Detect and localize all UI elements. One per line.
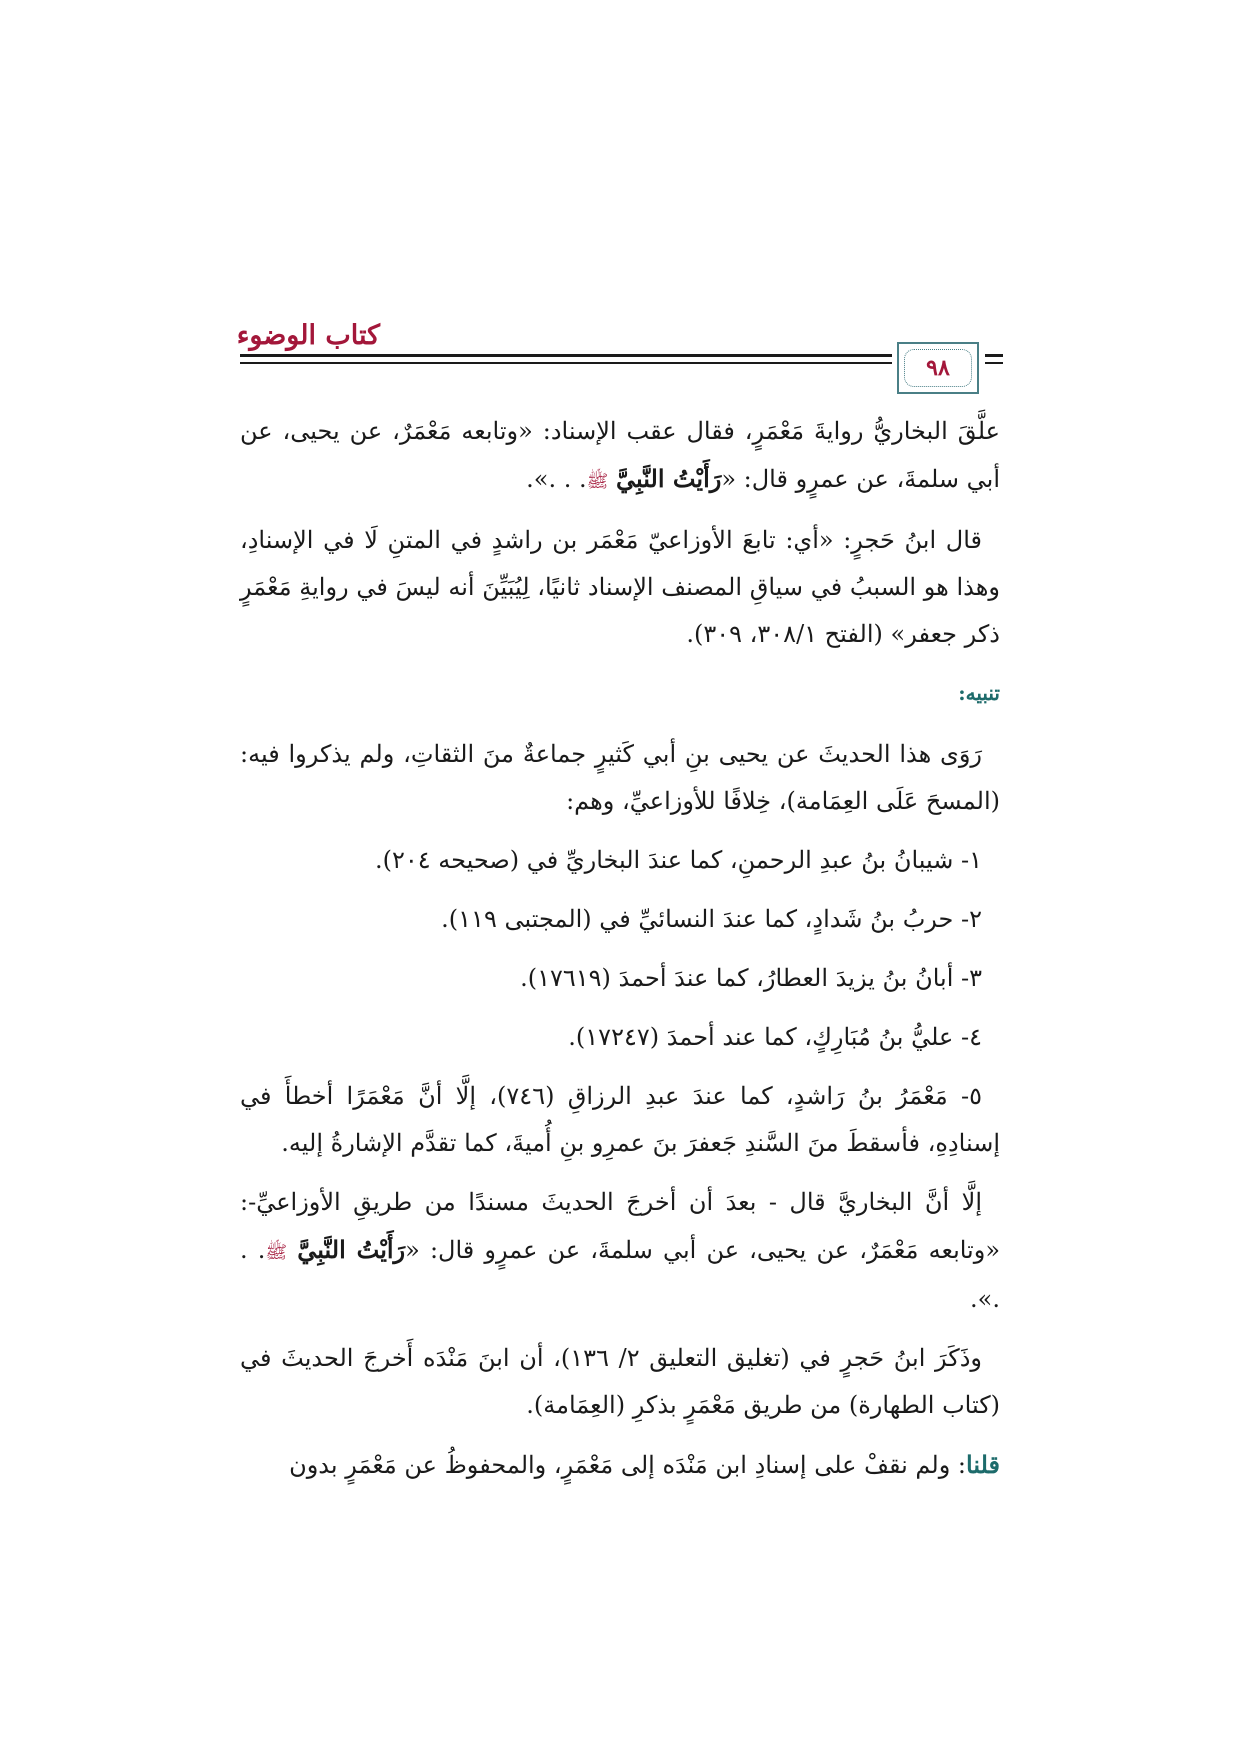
page-header [0,0,1240,400]
list-item: ٥- مَعْمَرُ بنُ رَاشدٍ، كما عندَ عبدِ الرزاقِ (٧٤٦)، إلَّا أنَّ مَعْمَرًا أخطأَ في إسنادِهِ، فأسقطَ منَ السَّندِ جَعفرَ بنَ عمرِو بنِ أُميةَ، كما تقدَّم الإشارةُ إليه. [240,1082,1000,1157]
page-number-box [897,342,979,394]
paragraph-end: . . .». [526,465,587,493]
header-rule-left-top [240,354,892,357]
hadith-quote: رَأَيْتُ النَّبِيَّ [297,1235,406,1264]
note-heading: تنبيه: [958,681,1000,705]
paragraph: رَوَى هذا الحديثَ عن يحيى بنِ أبي كَثيرٍ جماعةٌ منَ الثقاتِ، ولم يذكروا فيه: (المسحَ عَلَى العِمَامة)، خِلافًا للأوزاعيِّ، وهم: [240,740,1000,815]
salawat-symbol: ﷺ [265,1242,288,1263]
header-rule-right-bottom [985,362,1003,364]
page-number: ٩٨ [926,355,950,381]
list-item: ٤- عليُّ بنُ مُبَارِكٍ، كما عند أحمدَ (١٧٢٤٧). [568,1023,982,1051]
paragraph-text: : ولم نقفْ على إسنادِ ابن مَنْدَه إلى مَعْمَرٍ، والمحفوظُ عن مَعْمَرٍ بدون [289,1451,967,1479]
paragraph [240,408,1000,505]
page-body [240,408,1000,1501]
paragraph [240,1179,1000,1323]
list-item: ٢- حربُ بنُ شَدادٍ، كما عندَ النسائيِّ في (المجتبى ١١٩). [441,905,982,933]
paragraph-text: علَّقَ البخاريُّ روايةَ مَعْمَرٍ، فقال عقب الإسناد: «وتابعه مَعْمَرٌ، عن يحيى، عن أبي سلمةَ، عن عمرٍو قال: « [240,417,1000,493]
paragraph [240,1441,1000,1489]
hadith-quote: رَأَيْتُ النَّبِيَّ [616,464,722,493]
paragraph-text: إلَّا أنَّ البخاريَّ قال - بعدَ أن أخرجَ الحديثَ مسندًا من طريقِ الأوزاعيِّ-: «وتابعه مَعْمَرٌ، عن يحيى، عن أبي سلمةَ، عن عمرٍو قال: « [240,1188,1001,1264]
header-rule-right-top [985,354,1003,357]
salawat-symbol: ﷺ [586,471,609,492]
paragraph-end: . . .». [240,1236,1000,1313]
chapter-title: كتاب الوضوء [236,320,380,351]
list-item: ٣- أبانُ بنُ يزيدَ العطارُ، كما عندَ أحمدَ (١٧٦١٩). [520,964,982,992]
paragraph-label: قلنا [966,1450,1000,1479]
paragraph: قال ابنُ حَجرٍ: «أي: تابعَ الأوزاعيّ مَعْمَر بن راشدٍ في المتنِ لَا في الإسنادِ، وهذا هو السببُ في سياقِ المصنف الإسناد ثانيًا، لِيُبَيِّنَ أنه ليسَ في روايةِ مَعْمَرٍ ذكر جعفر» (الفتح ٣٠٨/١، ٣٠٩). [240,526,1001,648]
list-item: ١- شيبانُ بنُ عبدِ الرحمنِ، كما عندَ البخاريِّ في (صحيحه ٢٠٤). [374,846,982,874]
paragraph: وذَكَرَ ابنُ حَجرٍ في (تغليق التعليق ٢/ ١٣٦)، أن ابنَ مَنْدَه أَخرجَ الحديثَ في (كتاب الطهارة) من طريق مَعْمَرٍ بذكرِ (العِمَامة). [240,1344,1000,1419]
page-number-frame [904,349,972,387]
header-rule-left-bottom [240,362,892,364]
